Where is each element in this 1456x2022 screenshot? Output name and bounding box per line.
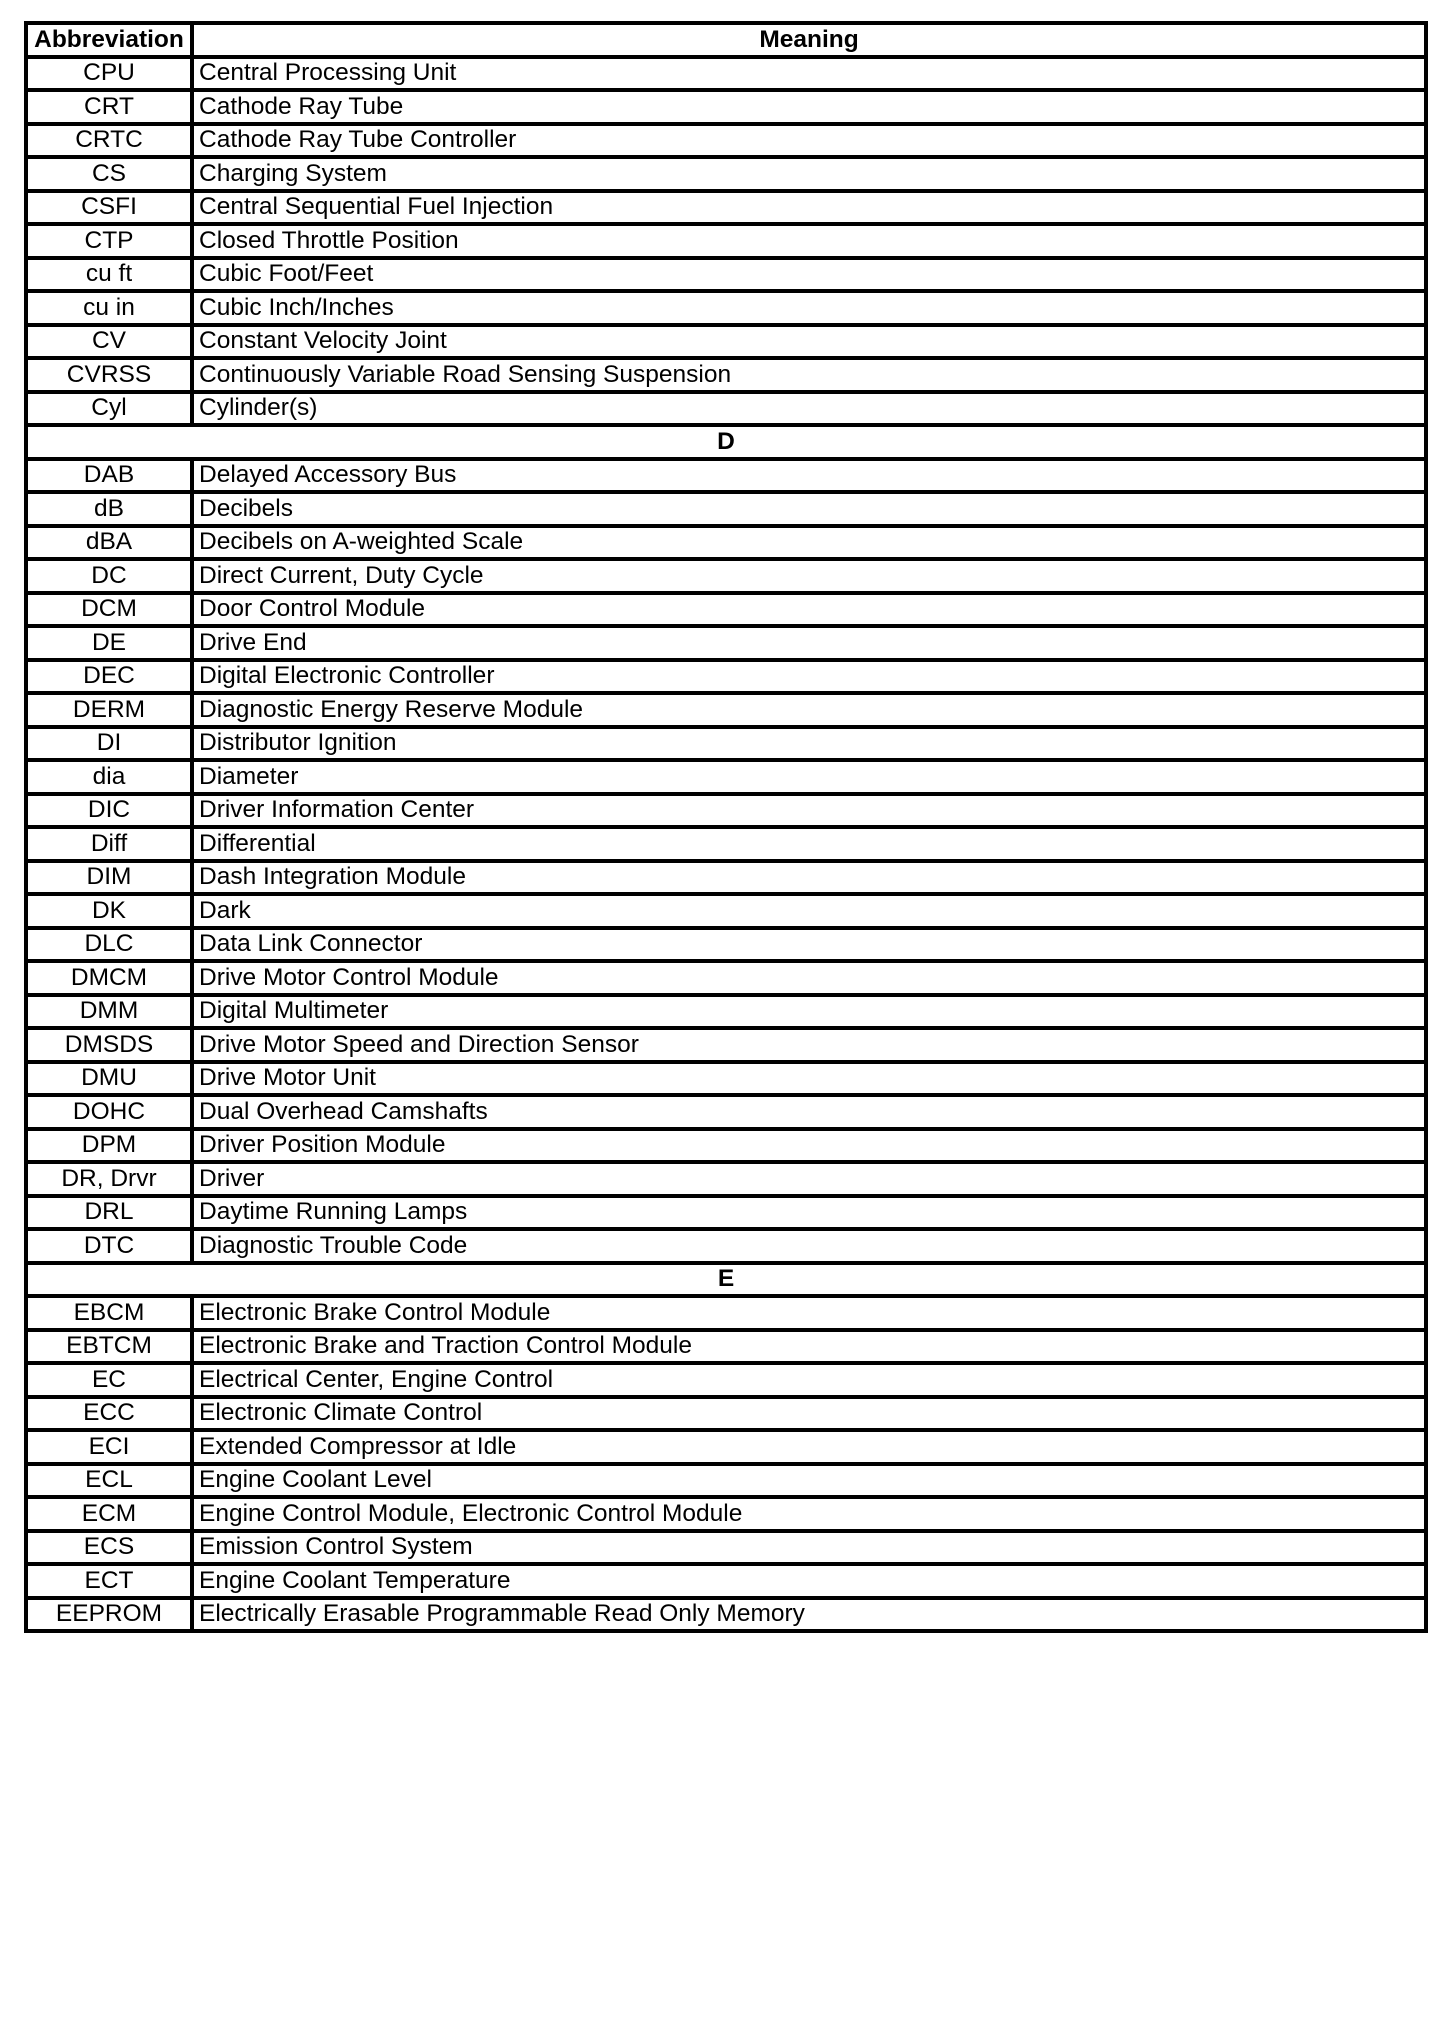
header-row (26, 23, 1426, 57)
abbreviation-cell: DK (26, 894, 192, 928)
meaning-cell: Closed Throttle Position (192, 224, 1426, 258)
abbreviation-cell: DE (26, 626, 192, 660)
table-row (26, 660, 1426, 694)
meaning-cell: Continuously Variable Road Sensing Suspension (192, 358, 1426, 392)
abbreviation-cell: dia (26, 760, 192, 794)
meaning-cell: Diameter (192, 760, 1426, 794)
table-row (26, 1330, 1426, 1364)
abbreviation-cell: DRL (26, 1196, 192, 1230)
table-row (26, 1162, 1426, 1196)
table-row (26, 1430, 1426, 1464)
table-row (26, 995, 1426, 1029)
table-row (26, 258, 1426, 292)
meaning-cell: Engine Coolant Temperature (192, 1564, 1426, 1598)
meaning-cell: Electronic Brake Control Module (192, 1296, 1426, 1330)
table-row (26, 1129, 1426, 1163)
abbreviation-cell: cu ft (26, 258, 192, 292)
meaning-cell: Cathode Ray Tube Controller (192, 124, 1426, 158)
table-row (26, 459, 1426, 493)
section-row (26, 1263, 1426, 1297)
abbreviation-cell: DCM (26, 593, 192, 627)
abbreviation-cell: cu in (26, 291, 192, 325)
table-row (26, 526, 1426, 560)
meaning-cell: Drive Motor Unit (192, 1062, 1426, 1096)
abbreviation-cell: Diff (26, 827, 192, 861)
table-row (26, 1564, 1426, 1598)
meaning-cell: Drive End (192, 626, 1426, 660)
meaning-cell: Distributor Ignition (192, 727, 1426, 761)
meaning-cell: Electrical Center, Engine Control (192, 1363, 1426, 1397)
table-row (26, 392, 1426, 426)
abbreviation-cell: dBA (26, 526, 192, 560)
meaning-cell: Engine Coolant Level (192, 1464, 1426, 1498)
meaning-cell: Decibels (192, 492, 1426, 526)
table-row (26, 157, 1426, 191)
meaning-cell: Digital Multimeter (192, 995, 1426, 1029)
abbreviation-cell: DR, Drvr (26, 1162, 192, 1196)
table-row (26, 57, 1426, 91)
table-row (26, 1095, 1426, 1129)
abbreviation-cell: ECS (26, 1531, 192, 1565)
abbreviation-cell: DERM (26, 693, 192, 727)
abbreviation-cell: CRTC (26, 124, 192, 158)
meaning-cell: Engine Control Module, Electronic Control Module (192, 1497, 1426, 1531)
abbreviation-cell: ECM (26, 1497, 192, 1531)
table-row (26, 1062, 1426, 1096)
abbreviation-cell: CS (26, 157, 192, 191)
abbreviation-cell: ECT (26, 1564, 192, 1598)
abbreviation-cell: CTP (26, 224, 192, 258)
abbreviation-cell: CRT (26, 90, 192, 124)
table-row (26, 727, 1426, 761)
meaning-cell: Digital Electronic Controller (192, 660, 1426, 694)
table-row (26, 1296, 1426, 1330)
table-row (26, 90, 1426, 124)
table-row (26, 559, 1426, 593)
abbreviation-cell: ECL (26, 1464, 192, 1498)
abbreviation-cell: DMM (26, 995, 192, 1029)
table-row (26, 861, 1426, 895)
table-row (26, 760, 1426, 794)
table-row (26, 593, 1426, 627)
meaning-cell: Diagnostic Energy Reserve Module (192, 693, 1426, 727)
abbreviation-cell: DLC (26, 928, 192, 962)
abbreviation-cell: CVRSS (26, 358, 192, 392)
abbreviation-cell: EBCM (26, 1296, 192, 1330)
meaning-cell: Diagnostic Trouble Code (192, 1229, 1426, 1263)
abbreviation-cell: CPU (26, 57, 192, 91)
meaning-cell: Cubic Foot/Feet (192, 258, 1426, 292)
meaning-cell: Electronic Brake and Traction Control Module (192, 1330, 1426, 1364)
table-row (26, 1196, 1426, 1230)
abbreviation-cell: DAB (26, 459, 192, 493)
table-row (26, 1363, 1426, 1397)
abbreviation-cell: DEC (26, 660, 192, 694)
abbreviation-cell: DIM (26, 861, 192, 895)
abbreviation-cell: DOHC (26, 1095, 192, 1129)
abbreviation-cell: ECC (26, 1397, 192, 1431)
meaning-cell: Charging System (192, 157, 1426, 191)
abbreviation-cell: Cyl (26, 392, 192, 426)
abbreviation-cell: EC (26, 1363, 192, 1397)
table-row (26, 827, 1426, 861)
table-row (26, 1531, 1426, 1565)
meaning-cell: Decibels on A-weighted Scale (192, 526, 1426, 560)
meaning-cell: Cubic Inch/Inches (192, 291, 1426, 325)
meaning-cell: Door Control Module (192, 593, 1426, 627)
table-row (26, 1464, 1426, 1498)
abbreviation-cell: DMU (26, 1062, 192, 1096)
table-body (26, 57, 1426, 1632)
abbreviation-column-header: Abbreviation (26, 23, 192, 57)
abbreviation-cell: DMCM (26, 961, 192, 995)
table-row (26, 1497, 1426, 1531)
meaning-cell: Daytime Running Lamps (192, 1196, 1426, 1230)
table-row (26, 894, 1426, 928)
abbreviation-cell: DPM (26, 1129, 192, 1163)
meaning-cell: Central Processing Unit (192, 57, 1426, 91)
meaning-cell: Emission Control System (192, 1531, 1426, 1565)
table-row (26, 325, 1426, 359)
abbreviation-cell: ECI (26, 1430, 192, 1464)
meaning-cell: Extended Compressor at Idle (192, 1430, 1426, 1464)
section-row (26, 425, 1426, 459)
abbreviation-cell: EEPROM (26, 1598, 192, 1632)
table-row (26, 492, 1426, 526)
abbreviation-cell: DI (26, 727, 192, 761)
meaning-column-header: Meaning (192, 23, 1426, 57)
meaning-cell: Driver (192, 1162, 1426, 1196)
abbreviation-cell: CSFI (26, 191, 192, 225)
meaning-cell: Delayed Accessory Bus (192, 459, 1426, 493)
table-row (26, 124, 1426, 158)
table-row (26, 626, 1426, 660)
meaning-cell: Drive Motor Speed and Direction Sensor (192, 1028, 1426, 1062)
meaning-cell: Driver Position Module (192, 1129, 1426, 1163)
meaning-cell: Electronic Climate Control (192, 1397, 1426, 1431)
table-row (26, 291, 1426, 325)
abbreviation-cell: DIC (26, 794, 192, 828)
table-row (26, 1397, 1426, 1431)
table-row (26, 191, 1426, 225)
table-row (26, 1028, 1426, 1062)
meaning-cell: Direct Current, Duty Cycle (192, 559, 1426, 593)
meaning-cell: Driver Information Center (192, 794, 1426, 828)
table-row (26, 1229, 1426, 1263)
table-row (26, 794, 1426, 828)
meaning-cell: Dual Overhead Camshafts (192, 1095, 1426, 1129)
meaning-cell: Cathode Ray Tube (192, 90, 1426, 124)
meaning-cell: Data Link Connector (192, 928, 1426, 962)
meaning-cell: Central Sequential Fuel Injection (192, 191, 1426, 225)
section-letter: D (26, 425, 1426, 459)
table-row (26, 961, 1426, 995)
abbreviation-cell: DTC (26, 1229, 192, 1263)
table-row (26, 693, 1426, 727)
meaning-cell: Dark (192, 894, 1426, 928)
meaning-cell: Cylinder(s) (192, 392, 1426, 426)
table-row (26, 928, 1426, 962)
table-row (26, 1598, 1426, 1632)
abbreviation-cell: dB (26, 492, 192, 526)
abbreviation-cell: EBTCM (26, 1330, 192, 1364)
meaning-cell: Drive Motor Control Module (192, 961, 1426, 995)
abbreviation-cell: DMSDS (26, 1028, 192, 1062)
abbreviation-cell: DC (26, 559, 192, 593)
section-letter: E (26, 1263, 1426, 1297)
meaning-cell: Dash Integration Module (192, 861, 1426, 895)
abbreviation-table (24, 21, 1428, 1633)
meaning-cell: Electrically Erasable Programmable Read Only Memory (192, 1598, 1426, 1632)
table-row (26, 358, 1426, 392)
meaning-cell: Differential (192, 827, 1426, 861)
table-row (26, 224, 1426, 258)
meaning-cell: Constant Velocity Joint (192, 325, 1426, 359)
abbreviation-cell: CV (26, 325, 192, 359)
